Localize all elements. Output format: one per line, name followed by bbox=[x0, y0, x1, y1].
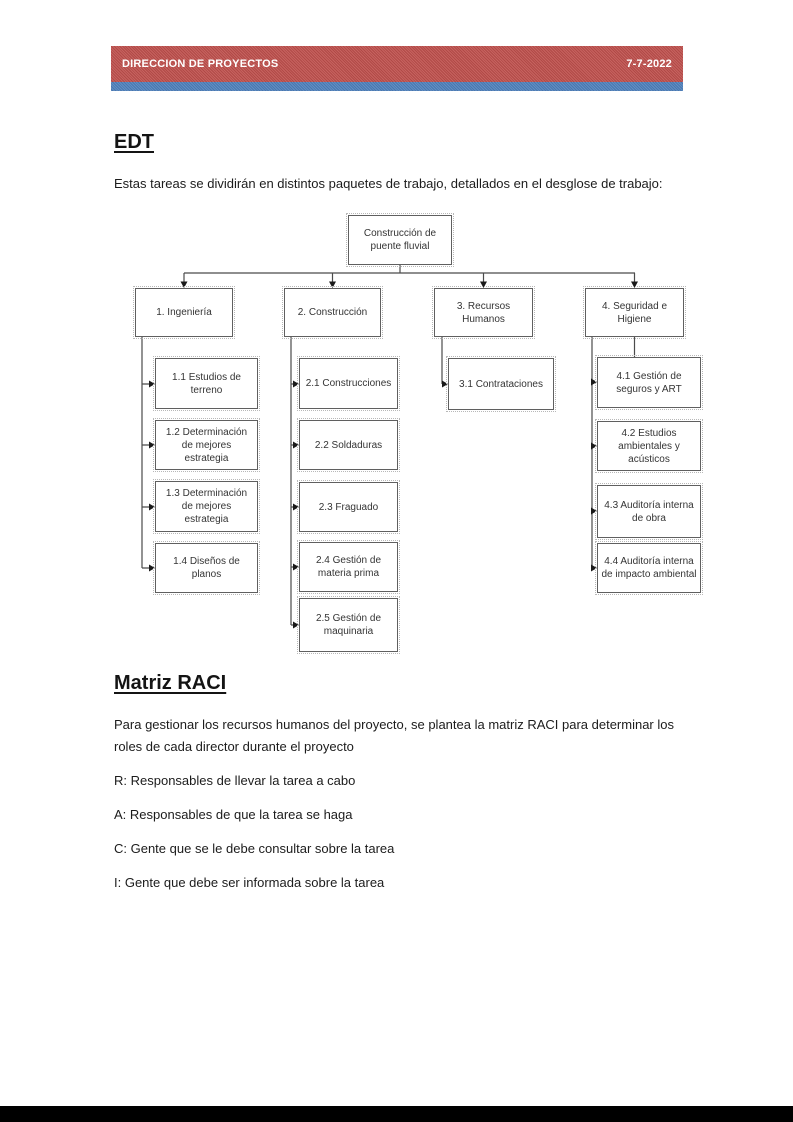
wbs-branch-4-box: 4. Seguridad e Higiene bbox=[585, 288, 684, 337]
header-accent-stripe bbox=[111, 82, 683, 91]
raci-legend-informed: I: Gente que debe ser informada sobre la tarea bbox=[114, 875, 385, 890]
wbs-task-4-3-box: 4.3 Auditoría interna de obra bbox=[597, 485, 701, 538]
wbs-task-1-1-box: 1.1 Estudios de terreno bbox=[155, 358, 258, 409]
page-footer-bar bbox=[0, 1106, 793, 1122]
wbs-task-2-1-box: 2.1 Construcciones bbox=[299, 358, 398, 409]
header-date: 7-7-2022 bbox=[626, 58, 672, 70]
raci-intro-paragraph: Para gestionar los recursos humanos del proyecto, se plantea la matriz RACI para determinar los roles de cada director durante el proyecto bbox=[114, 717, 674, 755]
wbs-task-1-2-box: 1.2 Determinación de mejores estrategia bbox=[155, 420, 258, 470]
wbs-diagram bbox=[115, 208, 720, 658]
header-title: DIRECCION DE PROYECTOS bbox=[122, 58, 279, 70]
edt-heading: EDT bbox=[114, 131, 154, 153]
raci-legend-accountable: A: Responsables de que la tarea se haga bbox=[114, 807, 353, 822]
wbs-branch-3-box: 3. Recursos Humanos bbox=[434, 288, 533, 337]
wbs-task-2-3-box: 2.3 Fraguado bbox=[299, 482, 398, 532]
wbs-branch-2-box: 2. Construcción bbox=[284, 288, 381, 337]
wbs-task-4-4-box: 4.4 Auditoría interna de impacto ambiental bbox=[597, 543, 701, 593]
raci-legend-responsible: R: Responsables de llevar la tarea a cabo bbox=[114, 773, 356, 788]
wbs-task-2-4-box: 2.4 Gestión de materia prima bbox=[299, 542, 398, 592]
wbs-branch-1-box: 1. Ingeniería bbox=[135, 288, 233, 337]
edt-intro-paragraph: Estas tareas se dividirán en distintos paquetes de trabajo, detallados en el desglose de trabajo: bbox=[114, 176, 663, 191]
header-banner bbox=[111, 46, 683, 82]
wbs-task-4-2-box: 4.2 Estudios ambientales y acústicos bbox=[597, 421, 701, 471]
wbs-root-box: Construcción de puente fluvial bbox=[348, 215, 452, 265]
raci-heading: Matriz RACI bbox=[114, 672, 227, 694]
raci-legend-consulted: C: Gente que se le debe consultar sobre la tarea bbox=[114, 841, 395, 856]
wbs-task-2-2-box: 2.2 Soldaduras bbox=[299, 420, 398, 470]
wbs-task-2-5-box: 2.5 Gestión de maquinaria bbox=[299, 598, 398, 652]
wbs-task-4-1-box: 4.1 Gestión de seguros y ART bbox=[597, 357, 701, 408]
wbs-task-1-3-box: 1.3 Determinación de mejores estrategia bbox=[155, 481, 258, 532]
wbs-task-3-1-box: 3.1 Contrataciones bbox=[448, 358, 554, 410]
wbs-task-1-4-box: 1.4 Diseños de planos bbox=[155, 543, 258, 593]
